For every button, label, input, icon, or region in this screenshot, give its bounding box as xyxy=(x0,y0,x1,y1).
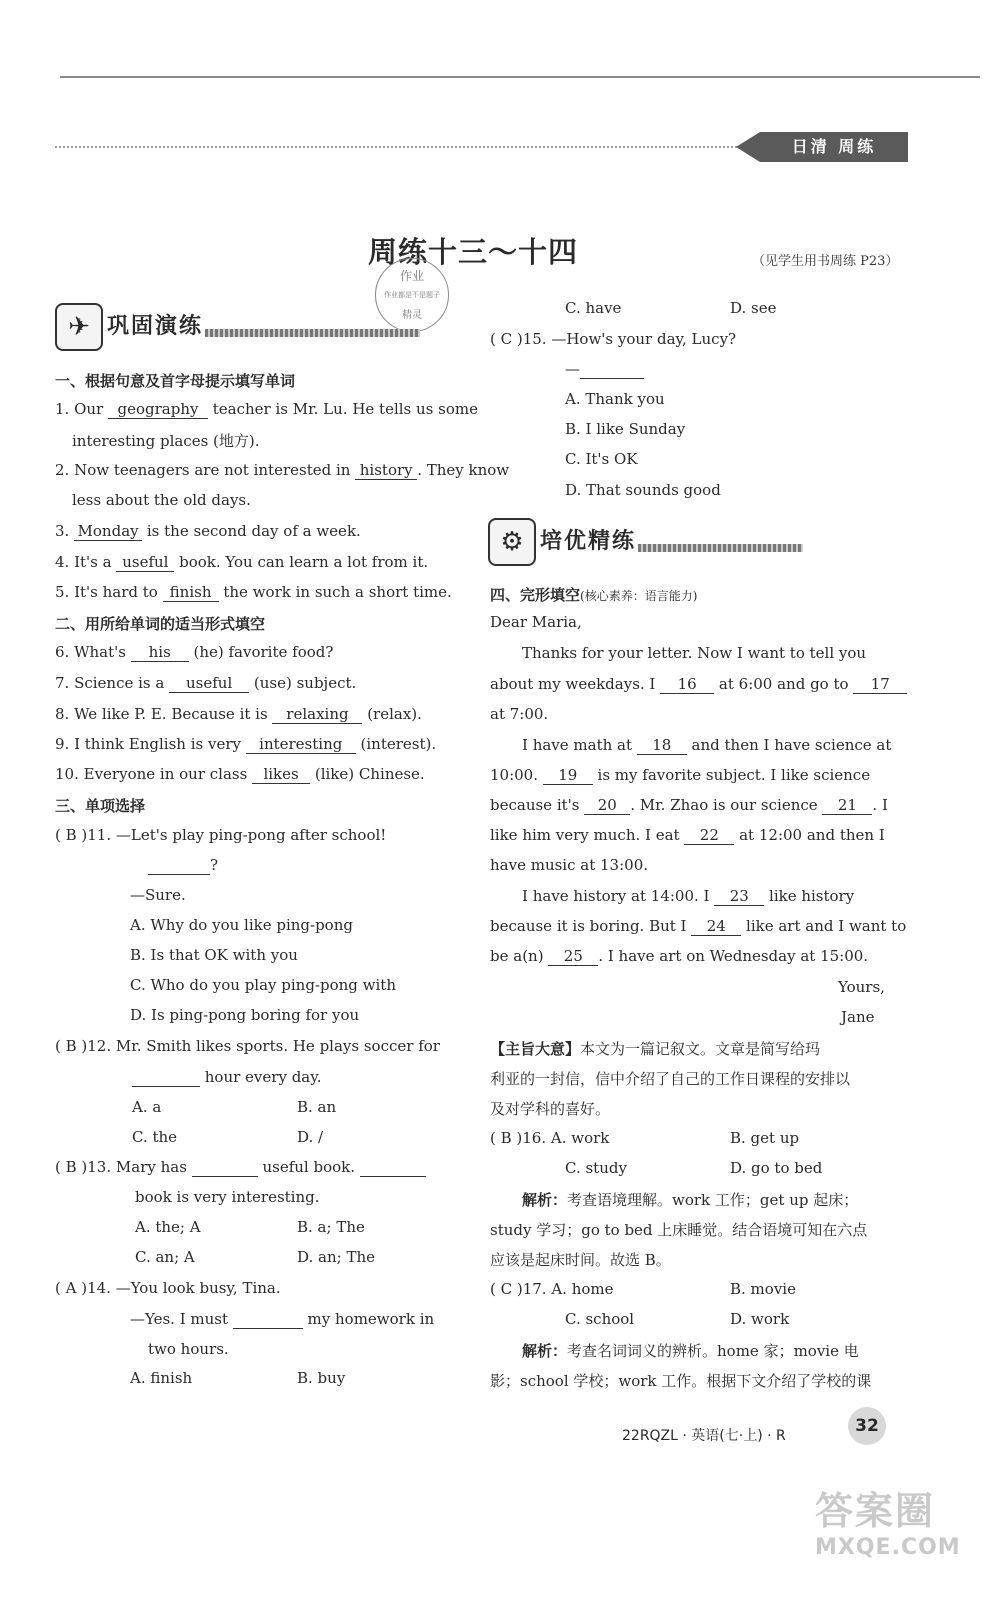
main-idea-line3: 及对学科的喜好。 xyxy=(490,1100,611,1118)
q13-stem: ( B )13. Mary has useful book. xyxy=(55,1158,426,1177)
letter-p1a: Thanks for your letter. Now I want to tell you xyxy=(522,644,867,662)
q16-option-c: C. study xyxy=(565,1159,627,1177)
letter-p1b: about my weekdays. I 16 at 6:00 and go to 17 xyxy=(490,675,907,694)
q1-line2: interesting places (地方). xyxy=(72,432,260,450)
q5-answer: finish xyxy=(163,583,219,602)
section-label: 培优精练 xyxy=(540,529,637,554)
blank-21: 21 xyxy=(822,796,872,815)
q15-option-a: A. Thank you xyxy=(565,390,665,408)
q11-tail: ? xyxy=(148,856,218,875)
q5-line: 5. It's hard to finish the work in such a short time. xyxy=(55,583,452,601)
q13-option-b: B. a; The xyxy=(297,1218,365,1236)
q14-line2: —Yes. I must my homework in xyxy=(130,1310,435,1328)
q12-option-a: A. a xyxy=(132,1098,162,1116)
blank-18: 18 xyxy=(637,736,687,755)
q10-line: 10. Everyone in our class likes (like) Chinese. xyxy=(55,765,425,783)
blank-19: 19 xyxy=(543,766,593,785)
blank-17: 17 xyxy=(853,675,907,694)
section-header-advanced xyxy=(488,518,888,564)
q2-line2: less about the old days. xyxy=(72,491,251,509)
q10-answer: likes xyxy=(252,765,310,784)
letter-p2e: because it's 20 . Mr. Zhao is our science 21 . I xyxy=(490,796,888,814)
book-info: 22RQZL · 英语(七·上) · R xyxy=(622,1428,786,1444)
part1-heading: 一、根据句意及首字母提示填写单词 xyxy=(55,372,296,390)
q14-option-d: D. see xyxy=(730,299,777,317)
q16-option-b: B. get up xyxy=(730,1129,800,1147)
q12-stem: ( B )12. Mr. Smith likes sports. He plays soccer for xyxy=(55,1037,440,1055)
part2-heading: 二、用所给单词的适当形式填空 xyxy=(55,615,266,633)
q15-answer: ( C ) xyxy=(490,330,523,348)
q13-option-a: A. the; A xyxy=(135,1218,201,1236)
q16-explain-1: 解析：考查语境理解。work 工作；get up 起床； xyxy=(522,1191,859,1209)
q9-line: 9. I think English is very interesting (interest). xyxy=(55,735,437,753)
page-number: 32 xyxy=(848,1407,886,1445)
q12-option-b: B. an xyxy=(297,1098,337,1116)
header-tab: 日清 周练 xyxy=(760,132,908,162)
letter-p2c: 10:00. 19 is my favorite subject. I like science xyxy=(490,766,871,784)
q9-answer: interesting xyxy=(246,735,356,754)
q12-option-c: C. the xyxy=(132,1128,178,1146)
q17-explain-2: 影；school 学校；work 工作。根据下文介绍了学校的课 xyxy=(490,1372,872,1390)
q13-answer: ( B ) xyxy=(55,1158,88,1176)
stamp-middle: 作业都是不是题子 xyxy=(384,291,440,299)
q4-line: 4. It's a useful book. You can learn a lot from it. xyxy=(55,553,429,571)
q3-answer: Monday xyxy=(74,522,142,541)
letter-p3c: because it is boring. But I 24 like art and I want to xyxy=(490,917,907,935)
q16-explain-2: study 学习；go to bed 上床睡觉。结合语境可知在六点 xyxy=(490,1221,868,1239)
q1-answer: geography xyxy=(108,400,208,419)
q11-option-a: A. Why do you like ping-pong xyxy=(130,916,353,934)
blank-16: 16 xyxy=(660,675,714,694)
q16-option-d: D. go to bed xyxy=(730,1159,823,1177)
q11-option-b: B. Is that OK with you xyxy=(130,946,298,964)
q15-option-d: D. That sounds good xyxy=(565,481,721,499)
q17-row1: ( C )17. A. home xyxy=(490,1280,614,1298)
page-title: 周练十三～十四 xyxy=(368,235,579,269)
letter-p3e: be a(n) 25 . I have art on Wednesday at 15:00. xyxy=(490,947,869,965)
q2-line: 2. Now teenagers are not interested in history . They know xyxy=(55,461,510,479)
blank-23: 23 xyxy=(714,887,764,906)
q15-option-c: C. It's OK xyxy=(565,450,638,468)
section-bar xyxy=(638,544,803,552)
gear-icon: ⚙ xyxy=(488,518,536,566)
letter-p3a: I have history at 14:00. I 23 like history xyxy=(522,887,855,905)
section-header-consolidate xyxy=(55,303,465,349)
top-rule xyxy=(60,76,980,78)
q15-reply: — xyxy=(565,360,644,379)
blank-25: 25 xyxy=(548,947,598,966)
letter-p2h: like him very much. I eat 22 at 12:00 and then I xyxy=(490,826,885,844)
q4-answer: useful xyxy=(116,553,174,572)
part4-note: (核心素养：语言能力) xyxy=(580,589,698,603)
rocket-icon: ✈ xyxy=(55,303,103,351)
q15-stem: ( C )15. —How's your day, Lucy? xyxy=(490,330,737,348)
q17-option-d: D. work xyxy=(730,1310,790,1328)
section-label: 巩固演练 xyxy=(107,314,204,339)
blank-22: 22 xyxy=(684,826,734,845)
blank-20: 20 xyxy=(584,796,630,815)
q14-line3: two hours. xyxy=(148,1340,229,1358)
q2-answer: history xyxy=(355,461,417,480)
letter-p2a: I have math at 18 and then I have science at xyxy=(522,736,892,754)
q14-answer: ( A ) xyxy=(55,1279,88,1297)
letter-p1d: at 7:00. xyxy=(490,705,549,723)
q16-row1: ( B )16. A. work xyxy=(490,1129,610,1147)
q12-option-d: D. / xyxy=(297,1128,324,1146)
q14-option-c: C. have xyxy=(565,299,622,317)
q7-line: 7. Science is a useful (use) subject. xyxy=(55,674,357,692)
q17-option-b: B. movie xyxy=(730,1280,796,1298)
header-dotted-rule xyxy=(55,146,745,148)
stamp-bottom: 精灵 xyxy=(402,310,422,321)
q11-answer: ( B ) xyxy=(55,826,88,844)
q8-answer: relaxing xyxy=(272,705,362,724)
q16-explain-3: 应该是起床时间。故选 B。 xyxy=(490,1251,671,1269)
section-bar xyxy=(205,329,420,337)
q17-option-c: C. school xyxy=(565,1310,635,1328)
q11-option-d: D. Is ping-pong boring for you xyxy=(130,1006,360,1024)
q16-answer: ( B ) xyxy=(490,1129,523,1147)
q8-line: 8. We like P. E. Because it is relaxing (relax). xyxy=(55,705,422,723)
q17-answer: ( C ) xyxy=(490,1280,523,1298)
q3-line: 3. Monday is the second day of a week. xyxy=(55,522,361,540)
stamp-top: 作业 xyxy=(399,269,424,283)
q12-answer: ( B ) xyxy=(55,1037,88,1055)
watermark: 答案圈 MXQE.COM xyxy=(815,1489,961,1560)
letter-signature: Jane xyxy=(841,1008,875,1026)
main-idea-line1: 【主旨大意】本文为一篇记叙文。文章是简写给玛 xyxy=(490,1040,821,1058)
reference-note: （见学生用书周练 P23） xyxy=(752,254,899,269)
q13-tail: book is very interesting. xyxy=(135,1188,320,1206)
part3-heading: 三、单项选择 xyxy=(55,797,146,815)
q6-answer: his xyxy=(131,643,189,662)
letter-greeting: Dear Maria, xyxy=(490,613,582,631)
q11-reply: —Sure. xyxy=(130,886,186,904)
q13-option-d: D. an; The xyxy=(297,1248,375,1266)
q13-option-c: C. an; A xyxy=(135,1248,195,1266)
q12-tail: hour every day. xyxy=(132,1068,322,1087)
letter-closing: Yours, xyxy=(838,978,885,996)
main-idea-line2: 利亚的一封信，信中介绍了自己的工作日课程的安排以 xyxy=(490,1070,851,1088)
q14-option-b: B. buy xyxy=(297,1369,346,1387)
q7-answer: useful xyxy=(169,674,249,693)
q1-line: 1. Our geography teacher is Mr. Lu. He tells us some xyxy=(55,400,478,418)
q14-option-a: A. finish xyxy=(130,1369,193,1387)
blank-24: 24 xyxy=(691,917,741,936)
q15-option-b: B. I like Sunday xyxy=(565,420,686,438)
q14-stem: ( A )14. —You look busy, Tina. xyxy=(55,1279,281,1297)
q11-stem: ( B )11. —Let's play ping-pong after school! xyxy=(55,826,387,844)
q6-line: 6. What's his (he) favorite food? xyxy=(55,643,334,661)
q11-option-c: C. Who do you play ping-pong with xyxy=(130,976,396,994)
q17-explain-1: 解析：考查名词词义的辨析。home 家；movie 电 xyxy=(522,1342,859,1360)
letter-p2j: have music at 13:00. xyxy=(490,856,649,874)
part4-heading: 四、完形填空(核心素养：语言能力) xyxy=(490,586,698,604)
